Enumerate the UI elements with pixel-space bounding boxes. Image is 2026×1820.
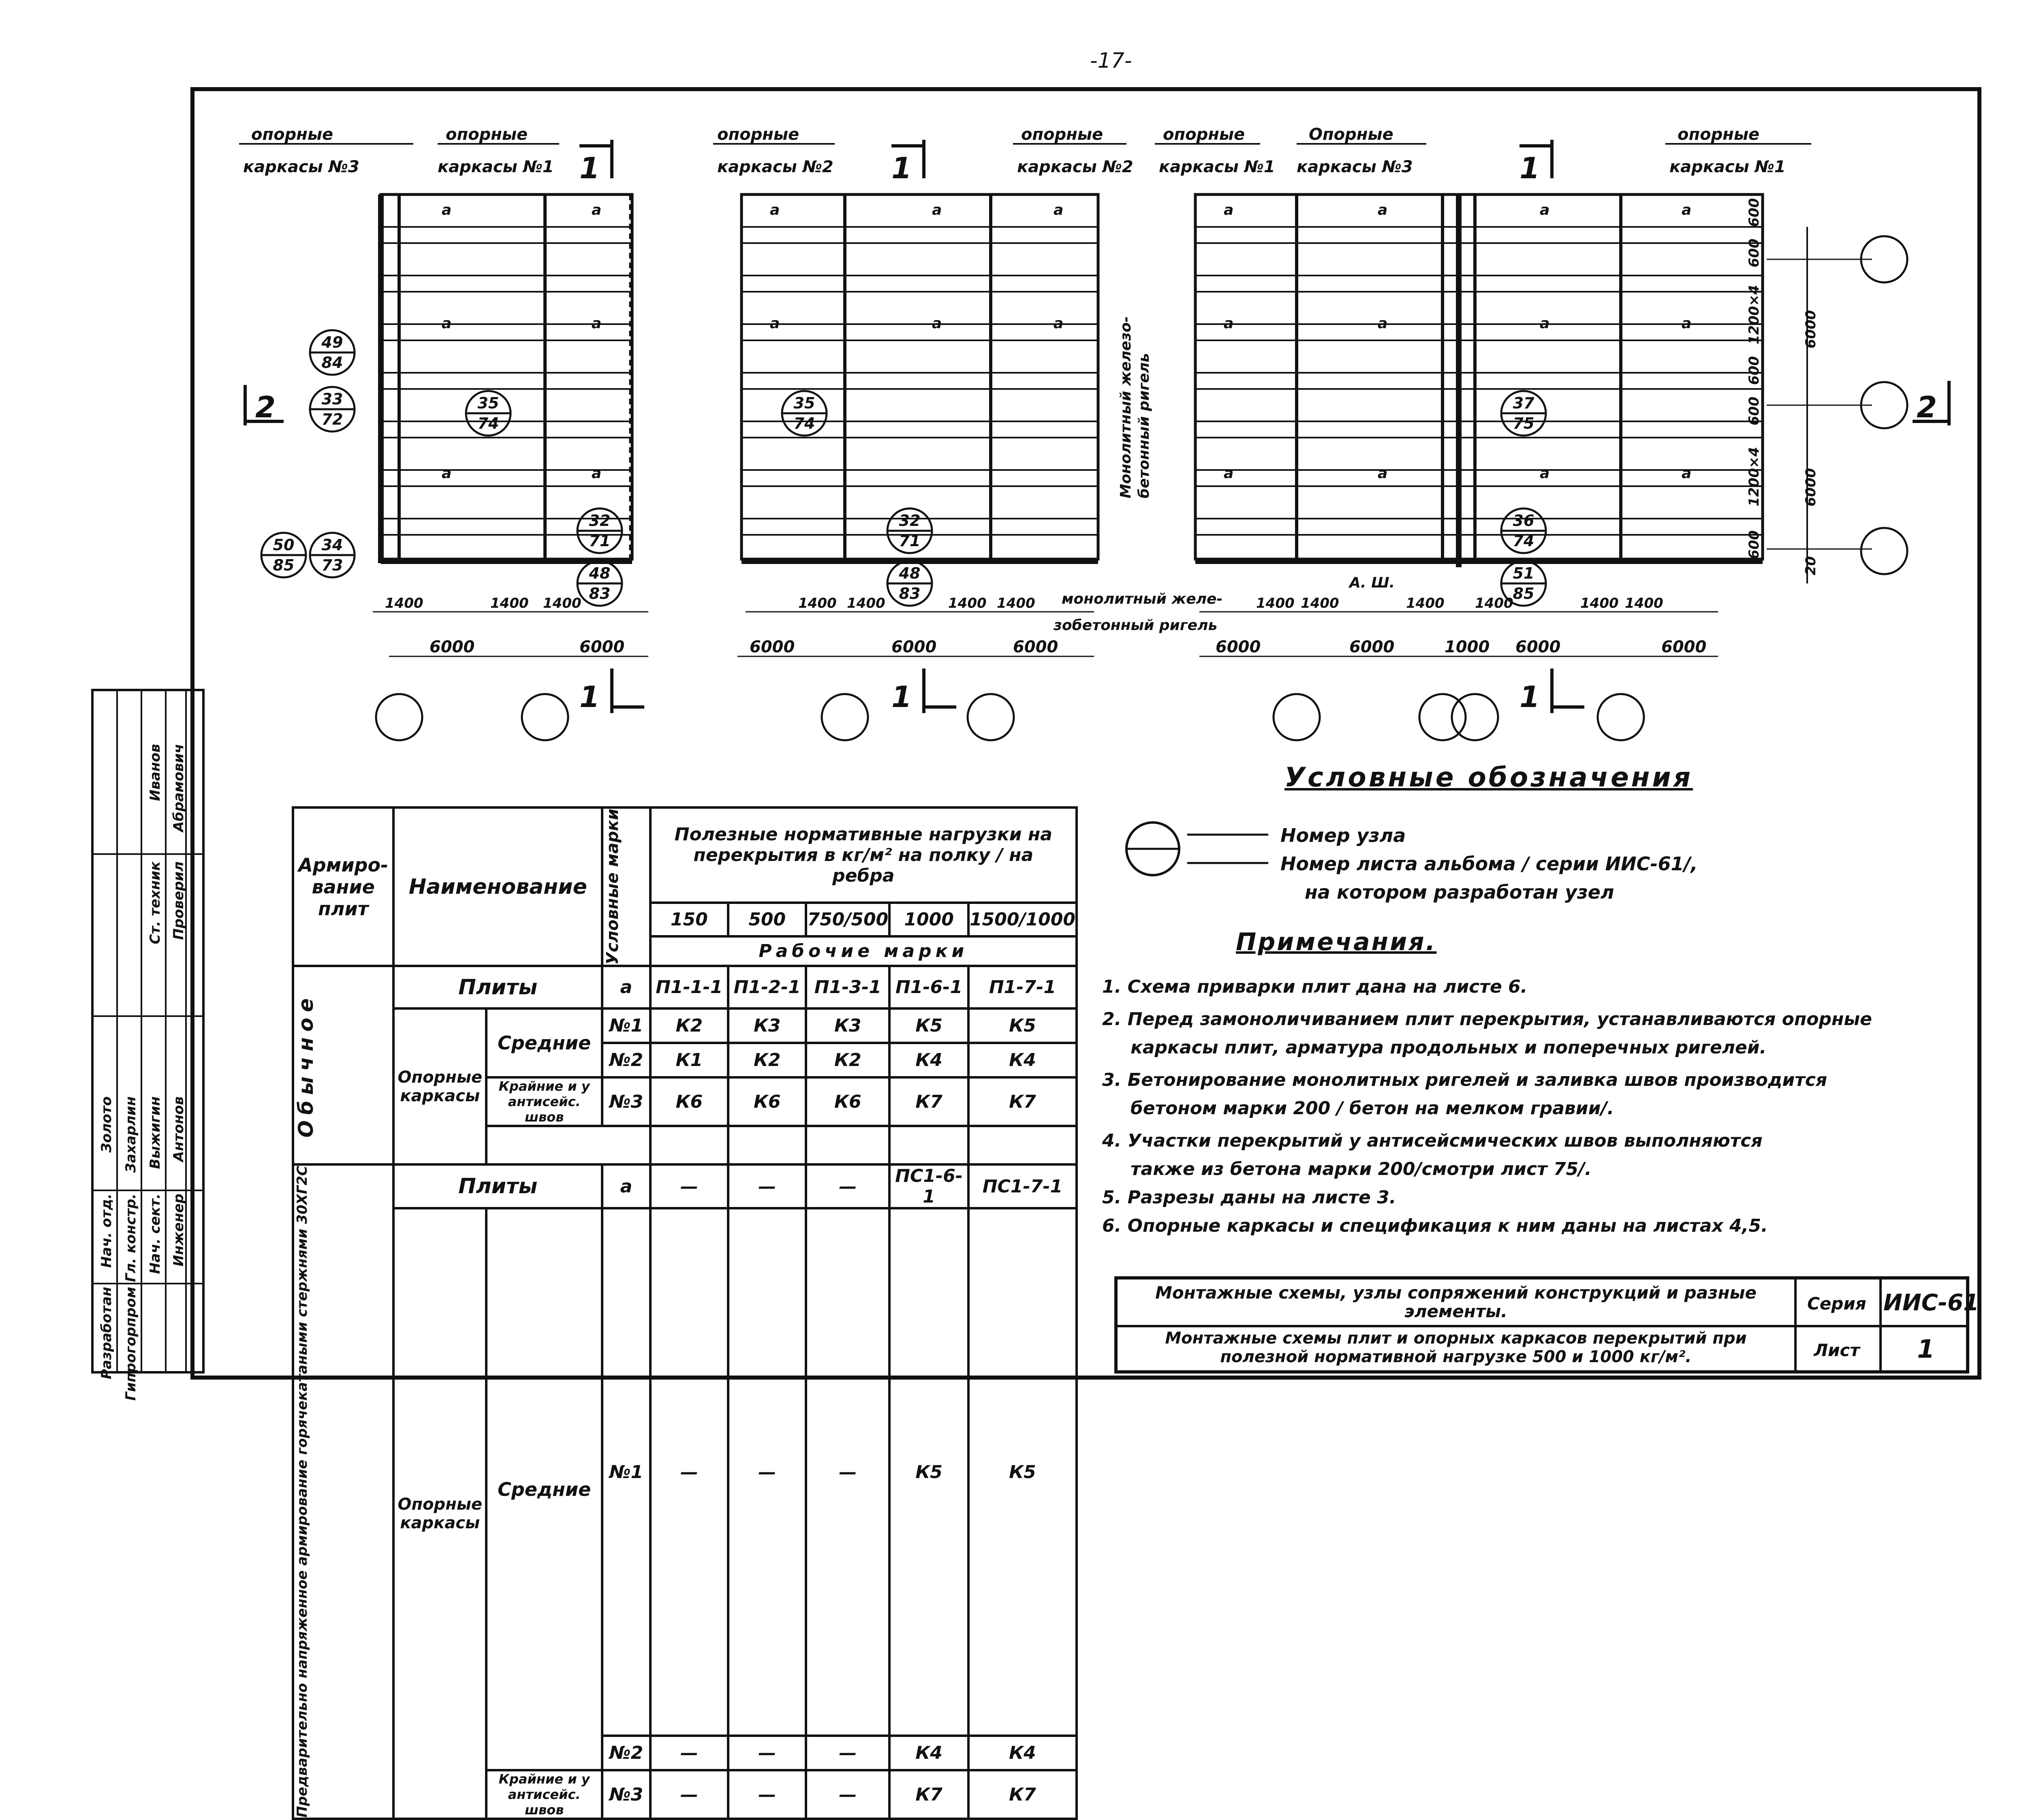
mark: №2 [602, 1736, 650, 1770]
stamp-role: Проверил [171, 861, 187, 940]
stamp-name: Захарлин [123, 1096, 139, 1173]
work-mark: К3 [728, 1008, 806, 1043]
dim-large: 6000 [1661, 638, 1707, 656]
page-number: -17- [1090, 49, 1132, 73]
top-label-1-line1: опорные [251, 125, 333, 144]
top-label-6-line1: Опорные [1309, 125, 1393, 144]
sheet-label: Лист [1814, 1340, 1860, 1360]
album-title: Монтажные схемы, узлы сопряжений конструкций и разные элементы. [1155, 1283, 1757, 1321]
plate-mark: а [592, 465, 602, 482]
legend-sheet-number: Номер листа альбома / серии ИИС-61/, [1280, 853, 1698, 875]
dim-small: 1400 [1256, 595, 1295, 611]
group-prestressed: Предварительно напряженное армирование горячекатаными стержнями 30ХГ2С [294, 1166, 310, 1818]
node-ref-bottom: 71 [899, 532, 921, 550]
work-mark: — [806, 1208, 889, 1736]
sheet-title: Монтажные схемы плит и опорных каркасов перекрытий при полезной нормативной нагрузке 500 и 1000 кг/м². [1165, 1329, 1747, 1366]
node-ref-top: 51 [1513, 564, 1534, 582]
plate-mark: а [1054, 202, 1064, 218]
work-mark: П1-7-1 [968, 966, 1077, 1008]
node-ref-top: 32 [589, 512, 611, 530]
node-ref-bottom: 74 [1513, 532, 1534, 550]
vert-dim: 600 [1746, 530, 1762, 559]
section-mark: 1 [891, 151, 912, 185]
load-col: 750/500 [806, 903, 889, 936]
work-mark: П1-1-1 [650, 966, 728, 1008]
work-mark: К4 [968, 1736, 1077, 1770]
row-edge: Крайние и у антисейс. швов [486, 1770, 602, 1819]
row-middle: Средние [486, 1008, 602, 1077]
top-label-7-line1: опорные [1678, 125, 1760, 144]
section-mark-2: 2 [1917, 390, 1937, 424]
rigel-label-vertical-2: бетонный ригель [1136, 353, 1152, 498]
specification-table [292, 806, 1078, 1820]
plate-mark: а [1540, 315, 1550, 332]
top-label-4-line2: каркасы №2 [1017, 158, 1133, 176]
node-ref-top: 36 [1513, 512, 1534, 530]
plate-mark: а [1224, 315, 1234, 332]
plan-block-3 [1195, 194, 1763, 567]
mark: №1 [602, 1208, 650, 1736]
top-label-6-line2: каркасы №3 [1297, 158, 1413, 176]
stamp-role: Гл. констр. [123, 1194, 139, 1282]
header-armir: Армиро-вание плит [293, 807, 393, 966]
node-ref-bottom: 85 [1513, 585, 1534, 602]
dim-small: 1400 [997, 595, 1035, 611]
stamp-name: Выжигин [147, 1096, 163, 1169]
load-col: 1500/1000 [968, 903, 1077, 936]
plate-mark: а [932, 202, 942, 218]
work-mark: К5 [968, 1208, 1077, 1736]
top-label-4-line1: опорные [1021, 125, 1103, 144]
work-mark: К4 [889, 1043, 968, 1077]
work-mark: — [650, 1736, 728, 1770]
dim-small: 1400 [1406, 595, 1445, 611]
plate-mark: а [1540, 465, 1550, 482]
seam-label: А. Ш. [1349, 575, 1395, 591]
plate-mark: а [1682, 465, 1692, 482]
work-mark: К1 [650, 1043, 728, 1077]
series-value: ИИС-61 [1883, 1290, 1979, 1316]
dim-small: 1400 [1301, 595, 1339, 611]
work-mark: К6 [806, 1077, 889, 1126]
dim-large: 6000 [579, 638, 625, 656]
work-mark: — [728, 1164, 806, 1208]
node-ref-bottom: 75 [1513, 414, 1534, 432]
dim-small: 1400 [543, 595, 581, 611]
work-mark: — [806, 1164, 889, 1208]
work-mark: П1-2-1 [728, 966, 806, 1008]
section-mark-2: 2 [255, 390, 276, 424]
dim-large: 6000 [750, 638, 795, 656]
title-block [1114, 1276, 1979, 1374]
node-ref-top: 48 [899, 564, 921, 582]
section-mark: 1 [579, 151, 600, 185]
node-ref-bottom: 71 [589, 532, 611, 550]
group-ordinary: Обычное [294, 993, 318, 1138]
vert-dim: 6000 [1803, 468, 1819, 506]
header-marks: Условные марки [603, 809, 622, 965]
stamp-name: Иванов [147, 744, 163, 801]
top-label-5-line1: опорные [1163, 125, 1245, 144]
work-mark: К7 [889, 1770, 968, 1819]
dim-small: 1400 [1580, 595, 1619, 611]
node-ref-bottom: 74 [793, 414, 815, 432]
mark: а [602, 1164, 650, 1208]
mark: №2 [602, 1043, 650, 1077]
note-item: 4. Участки перекрытий у антисейсмических швов выполняются [1102, 1130, 1763, 1151]
rigel-label-vertical-1: Монолитный железо- [1118, 316, 1134, 498]
note-item: бетоном марки 200 / бетон на мелком гравии/. [1131, 1098, 1614, 1119]
work-mark: К2 [728, 1043, 806, 1077]
section-mark: 1 [579, 680, 600, 714]
legend-sheet-number-2: на котором разработан узел [1305, 881, 1614, 903]
plate-mark: а [1540, 202, 1550, 218]
node-ref-top: 35 [477, 394, 499, 412]
mark: №3 [602, 1077, 650, 1126]
top-label-2-line1: опорные [446, 125, 528, 144]
row-supports: Опорные каркасы [393, 1208, 486, 1819]
vert-dim: 600 [1746, 198, 1762, 227]
vert-dim: 20 [1803, 556, 1819, 575]
node-ref-bottom: 74 [477, 414, 499, 432]
work-mark: К7 [968, 1770, 1077, 1819]
work-mark: — [650, 1770, 728, 1819]
plate-mark: а [1378, 465, 1388, 482]
work-mark: К7 [889, 1077, 968, 1126]
dim-small: 1400 [847, 595, 885, 611]
node-ref-bottom: 73 [321, 556, 343, 574]
dim-large: 6000 [1013, 638, 1058, 656]
mark: №1 [602, 1008, 650, 1043]
work-mark: П1-3-1 [806, 966, 889, 1008]
plate-mark: а [442, 315, 452, 332]
work-mark: К4 [968, 1043, 1077, 1077]
sheet-value: 1 [1917, 1334, 1935, 1364]
dim-large: 6000 [1349, 638, 1395, 656]
work-mark: — [806, 1770, 889, 1819]
header-work: Рабочие марки [650, 936, 1077, 966]
work-mark: К3 [806, 1008, 889, 1043]
legend-node-number: Номер узла [1280, 825, 1406, 846]
work-mark: ПС1-6-1 [889, 1164, 968, 1208]
node-ref-top: 35 [793, 394, 815, 412]
work-mark: ПС1-7-1 [968, 1164, 1077, 1208]
plate-mark: а [1224, 202, 1234, 218]
note-item: также из бетона марки 200/смотри лист 75/. [1131, 1159, 1592, 1179]
top-label-7-line2: каркасы №1 [1669, 158, 1786, 176]
plate-mark: а [592, 202, 602, 218]
plate-mark: а [1378, 315, 1388, 332]
section-mark: 1 [1520, 151, 1540, 185]
work-mark: — [728, 1736, 806, 1770]
mark: а [602, 966, 650, 1008]
load-col: 150 [650, 903, 728, 936]
dim-small: 1400 [948, 595, 987, 611]
stamp-name: Абрамович [171, 744, 187, 832]
dim-large: 6000 [1515, 638, 1561, 656]
work-mark: К2 [650, 1008, 728, 1043]
note-item: 6. Опорные каркасы и спецификация к ним даны на листах 4,5. [1102, 1215, 1768, 1236]
section-mark: 1 [891, 680, 912, 714]
stamp-name: Антонов [171, 1096, 187, 1162]
work-mark: — [728, 1770, 806, 1819]
note-item: 2. Перед замоноличиванием плит перекрытия, устанавливаются опорные [1102, 1009, 1872, 1030]
notes-title: Примечания. [1236, 928, 1437, 956]
load-col: 1000 [889, 903, 968, 936]
dim-small: 1400 [1625, 595, 1663, 611]
plate-mark: а [1682, 315, 1692, 332]
plate-mark: а [770, 202, 780, 218]
dim-large: 1000 [1445, 638, 1490, 656]
note-item: каркасы плит, арматура продольных и поперечных ригелей. [1131, 1037, 1767, 1058]
stamp-role: Инженер [171, 1194, 187, 1267]
stamp-role: Нач. сект. [147, 1194, 163, 1274]
load-col: 500 [728, 903, 806, 936]
node-ref-bottom: 85 [273, 556, 295, 574]
plate-mark: а [770, 315, 780, 332]
row-edge: Крайние и у антисейс. швов [486, 1077, 602, 1126]
note-item: 3. Бетонирование монолитных ригелей и заливка швов производится [1102, 1070, 1827, 1090]
mark: №3 [602, 1770, 650, 1819]
work-mark: — [650, 1208, 728, 1736]
node-ref-bottom: 72 [321, 410, 343, 428]
dim-small: 1400 [798, 595, 837, 611]
work-mark: К2 [806, 1043, 889, 1077]
header-loads: Полезные нормативные нагрузки на перекрытия в кг/м² на полку / на ребра [650, 807, 1077, 903]
dim-large: 6000 [430, 638, 475, 656]
vert-dim: 1200×4 [1746, 447, 1762, 506]
work-mark: К5 [968, 1008, 1077, 1043]
dim-small: 1400 [385, 595, 423, 611]
stamp-role: Нач. отд. [98, 1194, 115, 1268]
vert-dim: 600 [1746, 397, 1762, 425]
rigel-label-line2: зобетонный ригель [1054, 617, 1218, 634]
plan-block-1 [381, 194, 632, 563]
stamp-org-2: Гипрогорпром [123, 1287, 139, 1401]
dim-large: 6000 [1216, 638, 1261, 656]
series-label: Серия [1807, 1294, 1866, 1314]
work-mark: К5 [889, 1008, 968, 1043]
node-ref-bottom: 84 [321, 354, 343, 372]
note-item: 5. Разрезы даны на листе 3. [1102, 1187, 1396, 1208]
work-mark: П1-6-1 [889, 966, 968, 1008]
stamp-org-1: Разработан [98, 1287, 115, 1380]
header-name: Наименование [393, 807, 602, 966]
plate-mark: а [932, 315, 942, 332]
dim-large: 6000 [891, 638, 937, 656]
plate-mark: а [1224, 465, 1234, 482]
approval-stamp [91, 689, 205, 1401]
node-ref-top: 37 [1513, 394, 1534, 412]
top-label-3-line1: опорные [717, 125, 799, 144]
work-mark: К7 [968, 1077, 1077, 1126]
plate-mark: а [1682, 202, 1692, 218]
note-item: 1. Схема приварки плит дана на листе 6. [1102, 976, 1528, 997]
row-plates: Плиты [393, 1164, 602, 1208]
row-supports: Опорные каркасы [393, 1008, 486, 1164]
top-label-1-line2: каркасы №3 [243, 158, 359, 176]
dim-small: 1400 [1475, 595, 1513, 611]
node-ref-bottom: 83 [589, 585, 611, 602]
vert-dim: 600 [1746, 239, 1762, 267]
section-mark: 1 [1520, 680, 1540, 714]
plate-mark: а [442, 465, 452, 482]
node-ref-top: 32 [899, 512, 921, 530]
node-ref-top: 50 [273, 536, 295, 554]
work-mark: К5 [889, 1208, 968, 1736]
row-plates: Плиты [393, 966, 602, 1008]
plate-mark: а [592, 315, 602, 332]
work-mark: К6 [650, 1077, 728, 1126]
rigel-label-line1: монолитный желе- [1062, 591, 1223, 607]
work-mark: — [650, 1164, 728, 1208]
top-label-5-line2: каркасы №1 [1159, 158, 1275, 176]
top-label-2-line2: каркасы №1 [438, 158, 554, 176]
work-mark: — [728, 1208, 806, 1736]
top-label-3-line2: каркасы №2 [717, 158, 833, 176]
node-ref-top: 49 [321, 333, 343, 351]
node-ref-top: 48 [589, 564, 611, 582]
node-ref-bottom: 83 [899, 585, 921, 602]
row-middle: Средние [486, 1208, 602, 1770]
work-mark: К6 [728, 1077, 806, 1126]
node-ref-top: 33 [321, 390, 343, 408]
vert-dim: 600 [1746, 356, 1762, 385]
work-mark: — [806, 1736, 889, 1770]
stamp-role: Ст. техник [147, 861, 163, 944]
plan-block-2 [742, 194, 1098, 561]
vert-dim: 6000 [1803, 310, 1819, 348]
plate-mark: а [442, 202, 452, 218]
node-ref-top: 34 [321, 536, 343, 554]
work-mark: К4 [889, 1736, 968, 1770]
plate-mark: а [1054, 315, 1064, 332]
dim-small: 1400 [490, 595, 529, 611]
stamp-name: Золото [98, 1096, 115, 1153]
legend-title: Условные обозначения [1284, 762, 1693, 793]
plate-mark: а [1378, 202, 1388, 218]
vert-dim: 1200×4 [1746, 285, 1762, 344]
